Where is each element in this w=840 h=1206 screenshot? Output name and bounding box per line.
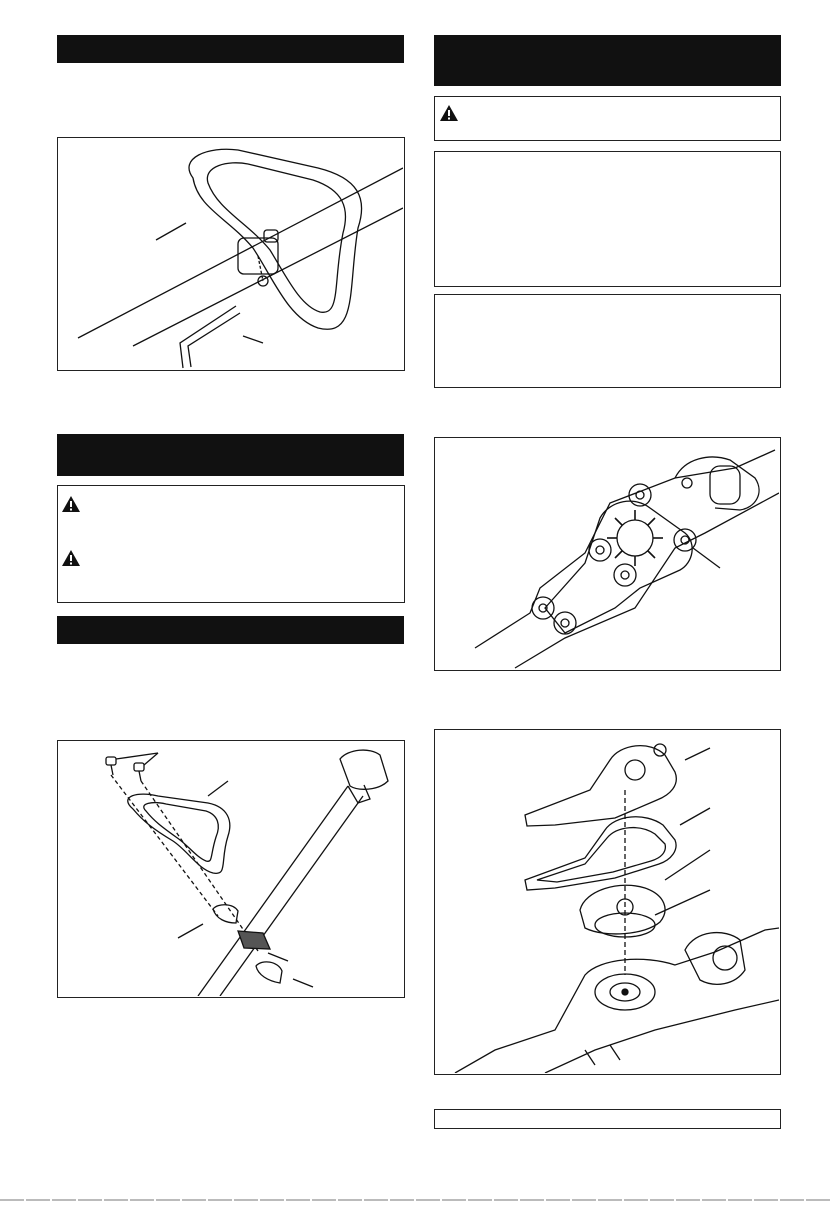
warning-triangle-icon [62, 550, 80, 566]
warning-box [57, 485, 405, 603]
figure-grip-exploded [57, 740, 405, 998]
section-header-bar [434, 35, 781, 86]
section-header-bar [57, 434, 404, 476]
section-header-bar [57, 616, 404, 644]
warning-triangle-icon [62, 496, 80, 512]
section-header-bar [57, 35, 404, 63]
figure-grip-wrench [57, 137, 405, 371]
notice-box [434, 151, 781, 287]
warning-triangle-icon [440, 105, 458, 121]
footer-note-box [434, 1109, 781, 1129]
page-bottom-rule [0, 1188, 840, 1192]
figure-gear-case-bolts [434, 437, 781, 671]
figure-gear-exploded [434, 729, 781, 1075]
warning-box [434, 96, 781, 141]
notice-box [434, 294, 781, 388]
